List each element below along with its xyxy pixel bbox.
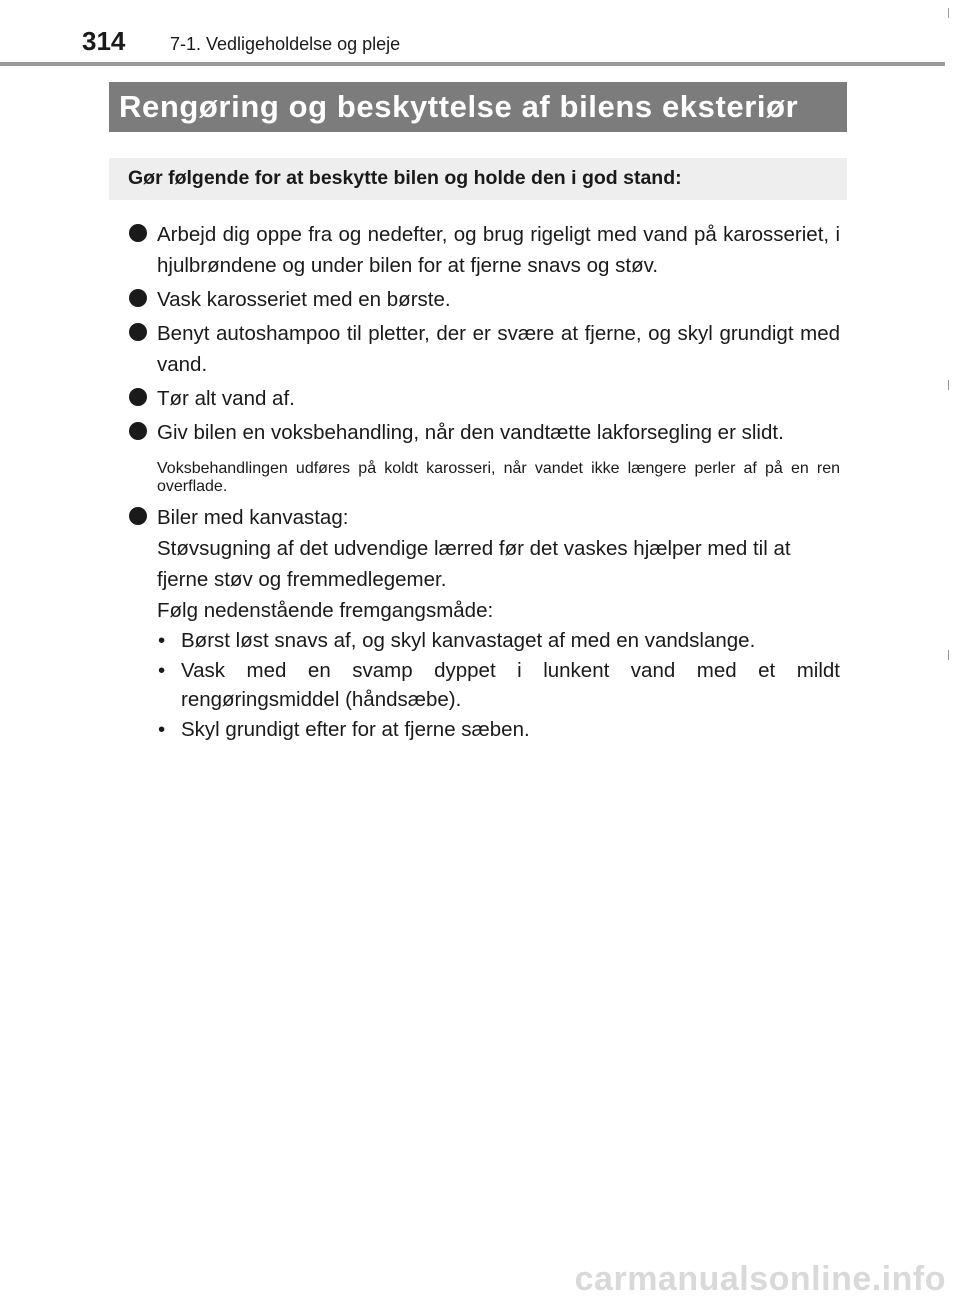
bullet-dot-icon <box>129 289 147 307</box>
bullet-dot-icon <box>129 224 147 242</box>
procedure-step-text: Skyl grundigt efter for at fjerne sæben. <box>181 717 530 741</box>
page-number: 314 <box>82 26 126 56</box>
page-header <box>0 0 960 70</box>
canvas-top-heading: Biler med kanvastag: <box>157 506 349 529</box>
chapter-title: 7-1. Vedligeholdelse og pleje <box>170 34 401 54</box>
crop-mark <box>948 380 949 390</box>
bullet-dot-icon <box>129 422 147 440</box>
procedure-intro: Følg nedenstående fremgangsmåde: <box>157 599 494 622</box>
list-item-text: Giv bilen en voksbehandling, når den vandtætte lakforsegling er slidt. <box>157 421 784 444</box>
list-item-text: Benyt autoshampoo til pletter, der er svære at fjerne, og skyl grundigt med vand. <box>157 322 840 376</box>
list-item-text: Arbejd dig oppe fra og nedefter, og brug rigeligt med vand på karosseriet, i hjulbrøndene og under bilen for at fjerne snavs og støv. <box>157 223 840 277</box>
watermark-link[interactable]: carmanualsonline.info <box>574 1260 946 1298</box>
crop-mark <box>948 650 949 660</box>
list-item <box>128 318 840 380</box>
list-item <box>128 502 840 533</box>
section-title: Rengøring og beskyttelse af bilens eksteriør <box>109 82 847 132</box>
header-divider <box>0 62 945 66</box>
canvas-top-paragraph: Støvsugning af det udvendige lærred før det vaskes hjælper med til at fjerne støv og fremmedlegemer. <box>157 537 791 591</box>
wax-note: Voksbehandlingen udføres på koldt karosseri, når vandet ikke længere perler af på en ren overflade. <box>157 460 840 495</box>
bullet-icon: • <box>158 658 166 682</box>
procedure-step <box>128 626 840 656</box>
bullet-dot-icon <box>129 388 147 406</box>
list-item <box>128 219 840 281</box>
list-item <box>128 383 840 414</box>
list-item-text: Tør alt vand af. <box>157 387 295 410</box>
bullet-dot-icon <box>129 323 147 341</box>
list-item <box>128 284 840 315</box>
main-content <box>128 219 840 744</box>
list-item-text: Vask karosseriet med en børste. <box>157 288 451 311</box>
bullet-dot-icon <box>129 507 147 525</box>
procedure-step-text: Vask med en svamp dyppet i lunkent vand med et mildt rengøringsmiddel (håndsæbe). <box>181 658 840 711</box>
bullet-icon: • <box>158 629 166 652</box>
procedure-step <box>128 656 840 715</box>
crop-mark <box>948 8 949 18</box>
intro-box: Gør følgende for at beskytte bilen og holde den i god stand: <box>109 158 847 200</box>
bullet-icon: • <box>158 717 166 741</box>
list-item <box>128 417 840 448</box>
procedure-step-text: Børst løst snavs af, og skyl kanvastaget af med en vandslange. <box>181 629 756 652</box>
procedure-step <box>128 715 840 745</box>
